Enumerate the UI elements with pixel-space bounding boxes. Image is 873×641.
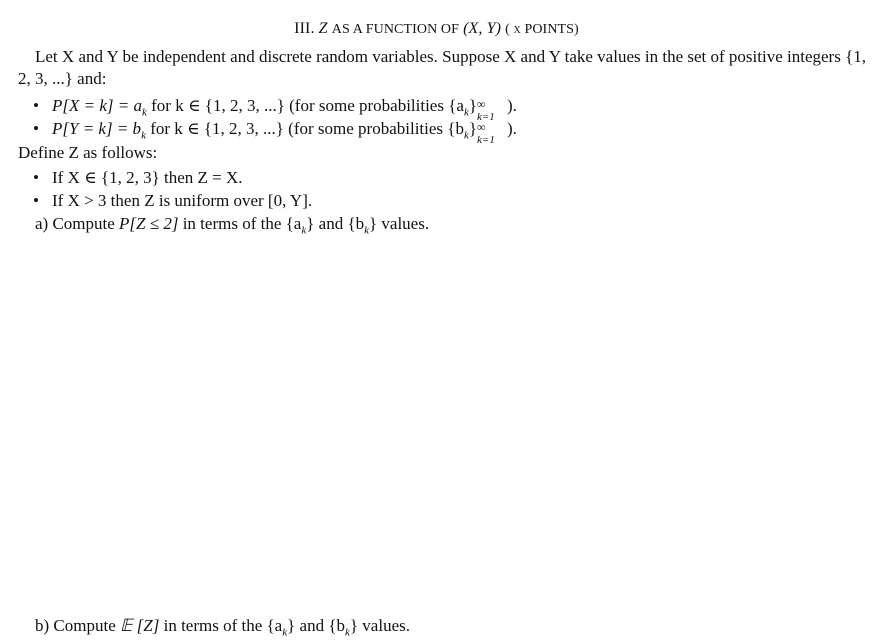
question-b-sub1: k (282, 626, 288, 639)
define-line: Define Z as follows: (18, 143, 158, 162)
bullet-glyph: • (33, 168, 39, 187)
question-b-tail: } values. (349, 616, 410, 635)
assumption-x-lower: k=1 (477, 111, 495, 124)
assumption-x-tail: ). (507, 96, 517, 115)
intro-paragraph: Let X and Y be independent and discrete random variables. Suppose X and Y take values in the set of positive integers {1, 2, 3, ...} and: (18, 47, 866, 88)
assumption-list (30, 94, 850, 147)
assumption-x-limits (477, 97, 507, 124)
case-text: If X ∈ {1, 2, 3} then Z = X. (52, 168, 243, 187)
assumption-x-sub2: k (463, 106, 469, 119)
assumption-y-text: for k ∈ {1, 2, 3, ...} (for some probabilities {b (145, 119, 464, 138)
heading-z: Z (318, 20, 328, 37)
heading-title: AS A FUNCTION OF (331, 22, 460, 37)
question-b-mid2: } and {b (287, 616, 345, 635)
assumption-x-sub: k (142, 106, 147, 119)
case-list (30, 166, 850, 212)
assumption-y-limits (477, 120, 507, 147)
assumption-y-sub2: k (463, 129, 469, 142)
question-a (35, 213, 429, 235)
assumption-y-tail: ). (507, 119, 517, 138)
case-text: If X > 3 then Z is uniform over [0, Y]. (52, 191, 313, 210)
bullet-glyph: • (33, 191, 39, 210)
case-item (30, 189, 850, 212)
question-b (35, 615, 410, 637)
question-b-prefix: b) Compute (35, 616, 120, 635)
question-a-expr: P[Z ≤ 2] (119, 214, 179, 233)
question-b-mid: in terms of the {a (159, 616, 283, 635)
question-a-sub2: k (364, 224, 369, 237)
heading-xy: (X, Y) (463, 20, 502, 37)
question-b-expr: 𝔼 [Z] (120, 616, 160, 635)
question-b-sub2: k (345, 626, 350, 639)
assumption-y-lower: k=1 (477, 134, 495, 147)
assumption-y-formula: P[Y = k] = b (52, 119, 142, 138)
question-a-mid2: } and {b (306, 214, 365, 233)
assumption-x-formula: P[X = k] = a (52, 96, 142, 115)
assumption-y-brace: } (468, 119, 478, 138)
heading-roman: III. (294, 20, 315, 37)
assumption-y-sup: ∞ (477, 120, 486, 135)
assumption-item-y (30, 117, 850, 147)
assumption-x-text: for k ∈ {1, 2, 3, ...} (for some probabilities {a (146, 96, 464, 115)
question-a-mid: in terms of the {a (178, 214, 302, 233)
case-item (30, 166, 850, 189)
bullet-glyph: • (33, 119, 39, 138)
question-a-prefix: a) Compute (35, 214, 120, 233)
section-heading (0, 20, 873, 38)
heading-points: ( x POINTS) (505, 22, 579, 37)
assumption-item-x (30, 94, 850, 124)
question-a-sub1: k (301, 224, 307, 237)
assumption-x-brace: } (468, 96, 477, 115)
assumption-x-sup: ∞ (477, 97, 486, 112)
bullet-glyph: • (33, 96, 39, 115)
question-a-tail: } values. (369, 214, 430, 233)
assumption-y-sub: k (141, 129, 146, 142)
